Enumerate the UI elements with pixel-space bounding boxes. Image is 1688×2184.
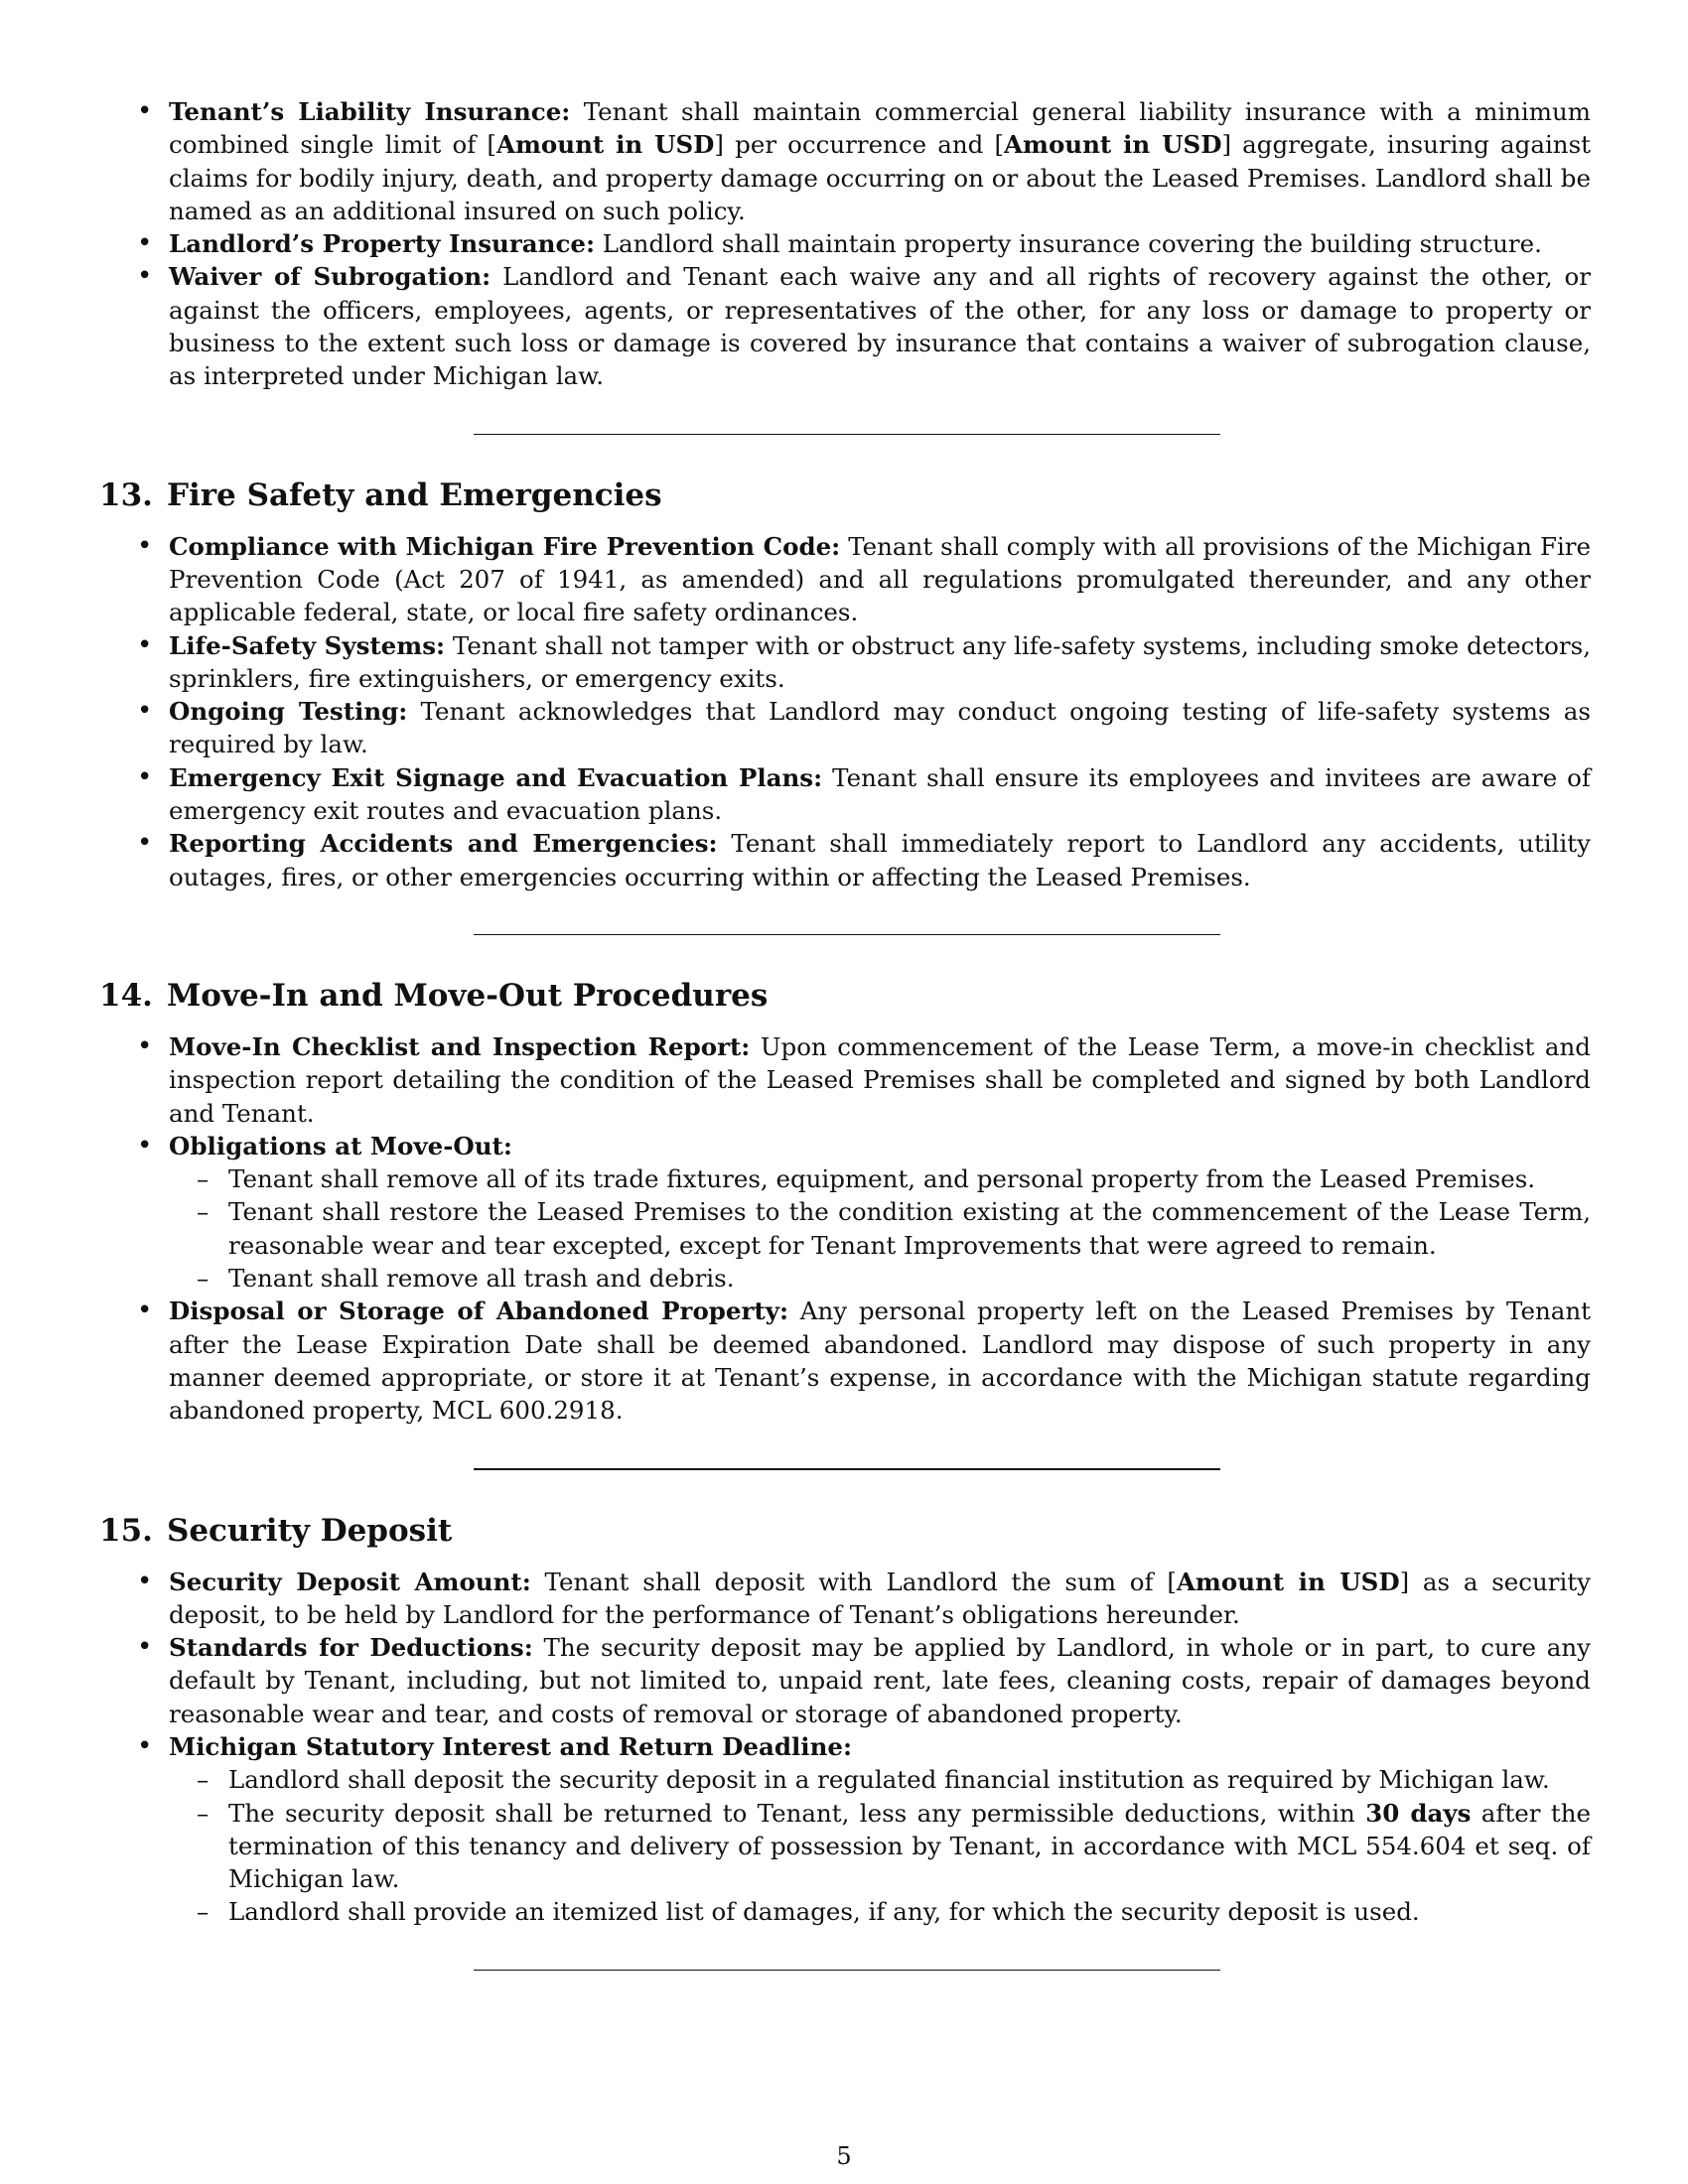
text-run: Tenant acknowledges that Landlord may conduct ongoing testing of life-safety systems as required by law. — [169, 697, 1591, 759]
clause-term: Obligations at Move-Out: — [169, 1131, 512, 1160]
bold-text: Amount in USD — [1176, 1567, 1400, 1596]
clause-term: Compliance with Michigan Fire Prevention Code: — [169, 531, 841, 561]
bold-text: Amount in USD — [495, 130, 715, 160]
sub-item — [169, 1162, 1591, 1195]
clause-item — [99, 1030, 1591, 1130]
section-number: 13. — [99, 477, 153, 513]
section-list — [99, 530, 1591, 893]
section-divider — [474, 934, 1220, 935]
section-divider — [474, 1468, 1220, 1470]
clause-term: Disposal or Storage of Abandoned Property: — [169, 1297, 789, 1326]
text-run: Tenant shall comply with all provisions of the Michigan Fire Prevention Code (Act 207 of 1941, as amended) and all regulations promulgated thereunder, and any other applicable federal, state, or local fire safety ordinances. — [169, 531, 1591, 627]
text-run: Tenant shall restore the Leased Premises to the condition existing at the commencement of the Lease Term, reasonable wear and tear excepted, except for Tenant Improvements that were agreed to remain. — [228, 1197, 1591, 1260]
text-run: The security deposit may be applied by Landlord, in whole or in part, to cure any default by Tenant, including, but not limited to, unpaid rent, late fees, cleaning costs, repair of damages beyond reasonable wear and tear, and costs of removal or storage of abandoned property. — [169, 1633, 1592, 1728]
clause-item — [99, 1631, 1591, 1730]
section-title: Security Deposit — [166, 1512, 453, 1549]
clause-item — [99, 827, 1591, 893]
section-title: Move-In and Move-Out Procedures — [166, 977, 769, 1014]
clause-term: Emergency Exit Signage and Evacuation Plans: — [169, 762, 823, 792]
text-run: ] as a security deposit, to be held by Landlord for the performance of Tenant’s obligations hereunder. — [169, 1567, 1592, 1629]
clause-item — [99, 530, 1591, 629]
bold-text: Amount in USD — [1004, 130, 1222, 160]
sections-container — [99, 477, 1591, 1971]
section-heading — [99, 977, 1591, 1015]
section-number: 14. — [99, 977, 153, 1014]
sub-item — [169, 1895, 1591, 1928]
text-run: The security deposit shall be returned to Tenant, less any permissible deductions, within — [228, 1798, 1366, 1828]
text-run: Upon commencement of the Lease Term, a move-in checklist and inspection report detailing the condition of the Leased Premises shall be completed and signed by both Landlord and Tenant. — [169, 1031, 1591, 1128]
section-divider — [474, 1970, 1220, 1971]
clause-item — [99, 629, 1591, 696]
clause-item — [99, 761, 1591, 828]
text-run: Tenant shall remove all of its trade fixtures, equipment, and personal property from the Leased Premises. — [228, 1164, 1536, 1194]
page-number: 5 — [836, 2142, 852, 2170]
clause-term: Ongoing Testing: — [169, 697, 408, 727]
clause-term: Security Deposit Amount: — [169, 1567, 531, 1596]
text-run: Tenant shall not tamper with or obstruct any life-safety systems, including smoke detectors, sprinklers, fire extinguishers, or emergency exits. — [169, 630, 1591, 693]
clause-term: Tenant’s Liability Insurance: — [169, 97, 571, 126]
clause-item — [99, 260, 1591, 392]
clause-term: Move-In Checklist and Inspection Report: — [169, 1031, 751, 1061]
sub-list — [169, 1763, 1591, 1928]
bold-text: 30 days — [1365, 1798, 1472, 1828]
clause-term: Landlord’s Property Insurance: — [169, 229, 595, 259]
clause-item — [99, 1295, 1591, 1427]
sub-item — [169, 1195, 1591, 1262]
clause-item — [99, 695, 1591, 761]
sub-item — [169, 1763, 1591, 1796]
sub-list — [169, 1162, 1591, 1295]
section-divider — [474, 434, 1220, 435]
sub-item — [169, 1797, 1591, 1896]
clause-item — [99, 227, 1591, 260]
text-run: after the termination of this tenancy and delivery of possession by Tenant, in accordance with MCL 554.604 et seq. of Michigan law. — [228, 1798, 1591, 1894]
section-number: 15. — [99, 1512, 153, 1549]
sub-item — [169, 1262, 1591, 1295]
text-run: Tenant shall maintain commercial general liability insurance with a minimum combined single limit of [ — [169, 97, 1592, 160]
clause-term: Standards for Deductions: — [169, 1633, 533, 1663]
clause-term: Reporting Accidents and Emergencies: — [169, 829, 718, 859]
clause-item — [99, 1566, 1591, 1632]
section-list — [99, 1030, 1591, 1428]
text-run: ] per occurrence and [ — [714, 130, 1005, 160]
text-run: Landlord shall maintain property insurance covering the building structure. — [595, 229, 1542, 259]
text-run: Landlord and Tenant each waive any and all rights of recovery against the other, or against the officers, employees, agents, or representatives of the other, for any loss or damage to property or business to the extent such loss or damage is covered by insurance that contains a waiver of subrogation clause, as interpreted under Michigan law. — [169, 262, 1592, 391]
text-run: ] aggregate, insuring against claims for bodily injury, death, and property damage occurring on or about the Leased Premises. Landlord shall be named as an additional insured on such policy. — [169, 130, 1591, 225]
section-list — [99, 1566, 1591, 1929]
text-run: Tenant shall remove all trash and debris. — [228, 1264, 735, 1294]
clause-term: Michigan Statutory Interest and Return Deadline: — [169, 1731, 853, 1761]
text-run: Tenant shall ensure its employees and invitees are aware of emergency exit routes and evacuation plans. — [169, 762, 1592, 826]
document-page — [99, 95, 1591, 1971]
clause-term: Waiver of Subrogation: — [169, 262, 492, 292]
text-run: Landlord shall provide an itemized list of damages, if any, for which the security deposit is used. — [228, 1897, 1420, 1927]
clause-item — [99, 95, 1591, 227]
clause-term: Life-Safety Systems: — [169, 630, 446, 660]
section-heading — [99, 477, 1591, 514]
text-run: Landlord shall deposit the security deposit in a regulated financial institution as required by Michigan law. — [228, 1765, 1550, 1795]
text-run: Tenant shall immediately report to Landlord any accidents, utility outages, fires, or other emergencies occurring within or affecting the Leased Premises. — [169, 829, 1591, 891]
clause-item — [99, 1730, 1591, 1929]
insurance-list — [99, 95, 1591, 393]
section-heading — [99, 1512, 1591, 1550]
text-run: Any personal property left on the Leased Premises by Tenant after the Lease Expiration Date shall be deemed abandoned. Landlord may dispose of such property in any manner deemed appropriate, or store it at Tenant’s expense, in accordance with the Michigan statute regarding abandoned property, MCL 600.2918. — [169, 1297, 1591, 1426]
section-title: Fire Safety and Emergencies — [166, 477, 662, 513]
clause-item — [99, 1130, 1591, 1295]
text-run: Tenant shall deposit with Landlord the sum of [ — [530, 1567, 1177, 1596]
